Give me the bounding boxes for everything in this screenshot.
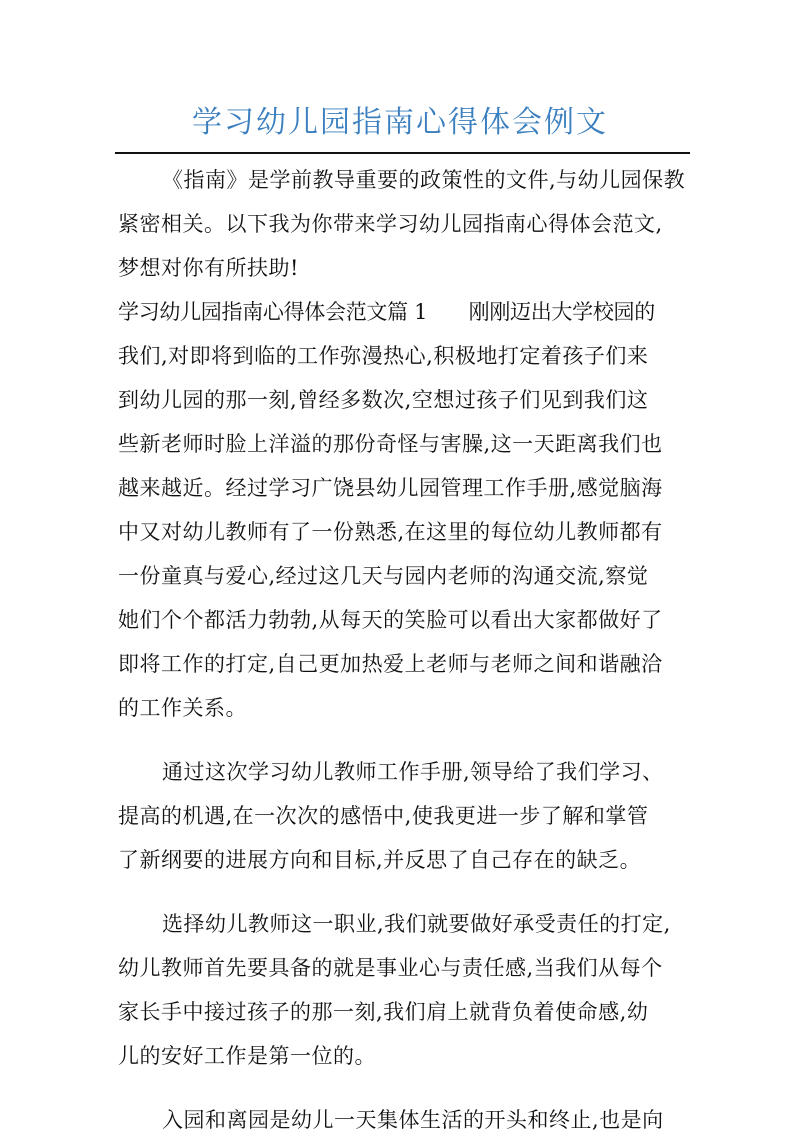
paragraph-spacer [118, 882, 688, 902]
paragraph-spacer [118, 1078, 688, 1098]
paragraph-2-line-2: 我们,对即将到临的工作弥漫热心,积极地打定着孩子们来 [118, 344, 649, 368]
paragraph-spacer [118, 730, 688, 750]
paragraph-4-line-1: 选择幼儿教师这一职业,我们就要做好承受责任的打定, [162, 912, 671, 936]
paragraph-1-line-1: 《指南》是学前教导重要的政策性的文件,与幼儿园保教 [162, 168, 686, 192]
paragraph-4-line-4: 儿的安好工作是第一位的。 [118, 1044, 376, 1068]
paragraph-2-line-8: 她们个个都活力勃勃,从每天的笑脸可以看出大家都做好了 [118, 608, 663, 632]
paragraph-3-line-2: 提高的机遇,在一次次的感悟中,使我更进一步了解和掌管 [118, 804, 649, 828]
paragraph-2-line-4: 些新老师时脸上洋溢的那份奇怪与害臊,这一天距离我们也 [118, 432, 663, 456]
paragraph-2-line-10: 的工作关系。 [118, 696, 247, 720]
paragraph-1-line-3: 梦想对你有所扶助! [118, 256, 299, 280]
paragraph-2-line-7: 一份童真与爱心,经过这几天与园内老师的沟通交流,察觉 [118, 564, 649, 588]
paragraph-5-line-1: 入园和离园是幼儿一天集体生活的开头和终止,也是向 [162, 1108, 664, 1132]
paragraph-1-line-2: 紧密相关。以下我为你带来学习幼儿园指南心得体会范文, [118, 212, 663, 236]
paragraph-4-line-2: 幼儿教师首先要具备的就是事业心与责任感,当我们从每个 [118, 956, 663, 980]
paragraph-2-line-6: 中又对幼儿教师有了一份熟悉,在这里的每位幼儿教师都有 [118, 520, 663, 544]
paragraph-4-line-3: 家长手中接过孩子的那一刻,我们肩上就背负着使命感,幼 [118, 1000, 649, 1024]
paragraph-2-line-9: 即将工作的打定,自己更加热爱上老师与老师之间和谐融洽 [118, 652, 663, 676]
paragraph-2-line-1: 学习幼儿园指南心得体会范文篇 1 刚刚迈出大学校园的 [118, 300, 655, 324]
paragraph-2-line-3: 到幼儿园的那一刻,曾经多数次,空想过孩子们见到我们这 [118, 388, 649, 412]
document-body [118, 158, 688, 1142]
paragraph-3-line-1: 通过这次学习幼儿教师工作手册,领导给了我们学习、 [162, 760, 664, 784]
paragraph-2-line-5: 越来越近。经过学习广饶县幼儿园管理工作手册,感觉脑海 [118, 476, 663, 500]
paragraph-3-line-3: 了新纲要的进展方向和目标,并反思了自己存在的缺乏。 [118, 848, 642, 872]
title-underline [115, 152, 690, 154]
document-title: 学习幼儿园指南心得体会例文 [192, 105, 608, 140]
